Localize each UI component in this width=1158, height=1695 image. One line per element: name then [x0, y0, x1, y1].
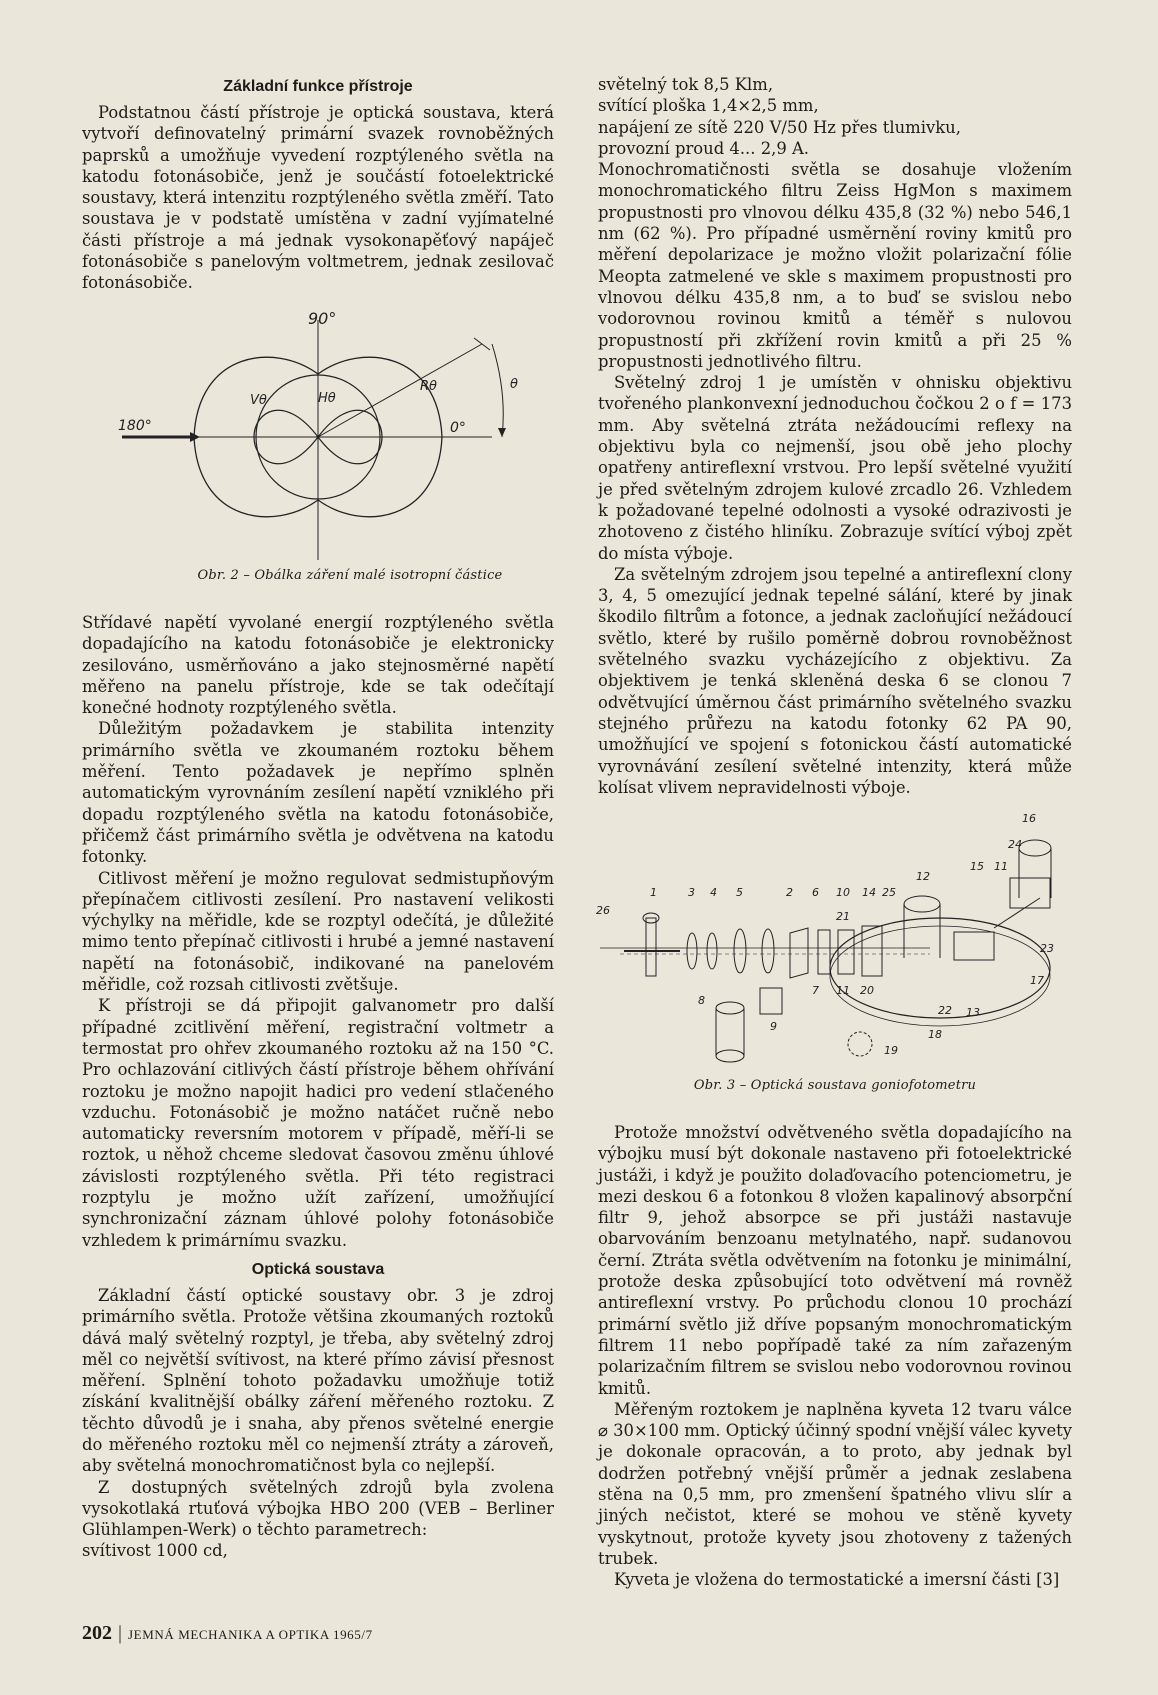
fig3-label: 5	[736, 886, 743, 899]
fig3-label: 13	[966, 1006, 980, 1019]
paragraph: K přístroji se dá připojit galvanometr pro další případné zcitlivění měření, registrační voltmetr a termostat pro ohřev zkoumaného roztoku až na 150 °C. Pro ochlazování citlivých částí přístroje během ohřívání roztoku je možno napojit hadici pro vedení stlačeného vzduchu. Fotonásobič je možno natáčet ručně nebo automaticky reversním motorem v případě, měří-li se roztok, u něhož chceme sledovat časovou změnu úhlové závislosti rozptýleného světla. Při této registraci rozptylu je možno užít zařízení, umožňující synchronizační záznam úhlové polohy fotonásobiče vzhledem k primárnímu svazku.	[82, 996, 554, 1250]
parameter-line: napájení ze sítě 220 V/50 Hz přes tlumivku,	[598, 117, 961, 137]
paragraph: Z dostupných světelných zdrojů byla zvolena vysokotlaká rtuťová výbojka HBO 200 (VEB – Berliner Glühlampen-Werk) o těchto parametrech:	[82, 1477, 554, 1540]
fig3-label: 25	[882, 886, 896, 899]
label-180: 180°	[118, 418, 152, 434]
section-heading-optics: Optická soustava	[251, 1260, 385, 1278]
page-number: 202	[82, 1622, 112, 1644]
paragraph: Světelný zdroj 1 je umístěn v ohnisku objektivu tvořeného plankonvexní jednoduchou čočkou 2 o f = 173 mm. Aby světelná ztráta nežádoucími reflexy na objektivu byla co nejmenší, jsou obě jeho plochy opatřeny antireflexní vrstvou. Pro lepší světelné využití je před světelným zdrojem kulové zrcadlo 26. Vzhledem k požadované tepelné odolnosti a vysoké odrazivosti je zhotoveno z čistého hliníku. Zobrazuje svítící výboj zpět do místa výboje.	[598, 373, 1072, 563]
paragraph: Měřeným roztokem je naplněna kyveta 12 tvaru válce ⌀ 30×100 mm. Optický účinný spodní vnější válec kyvety je dokonale opracován, a to proto, aby jednak byl dodržen potřebný vnější průměr a jednak zeslabena stěna na 0,5 mm, pro zmenšení špatného vlivu slír a jiných nečistot, které se mohou ve stěně kyvety vyskytnout, protože kyvety jsou zhotoveny z tažených trubek.	[598, 1399, 1072, 1568]
label-r-theta: Rθ	[420, 379, 437, 394]
fig3-label: 4	[710, 886, 717, 899]
paragraph: Podstatnou částí přístroje je optická soustava, která vytvoří definovatelný primární svazek rovnoběžných paprsků a umožňuje vyvedení rozptýleného světla na katodu fotonásobiče, jenž je součástí fotoelektrické soustavy, která intenzitu rozptýleného světla změří. Tato soustava je v podstatě umístěna v zadní vyjímatelné části přístroje a má jednak vysokonapěťový napáječ fotonásobiče s panelovým voltmetrem, jednak zesilovač fotonásobiče.	[82, 103, 554, 293]
paragraph: Citlivost měření je možno regulovat sedmistupňovým přepínačem citlivosti zesílení. Pro nastavení velikosti výchylky na měřidle, kde se rozptyl odečítá, je důležité mimo tento přepínač citlivosti i hrubé a jemné nastavení napětí na fotonásobič, indikované na panelovém měřidle, což rozsah citlivosti zvětšuje.	[82, 868, 554, 995]
figure-2-radiation-envelope	[82, 312, 554, 562]
right-column-lower	[598, 1122, 1072, 1591]
fig3-label: 11	[836, 984, 850, 997]
fig3-label: 8	[698, 994, 705, 1007]
paragraph: Kyveta je vložena do termostatické a imersní části [3]	[614, 1570, 1060, 1590]
fig3-label: 21	[836, 910, 850, 923]
fig3-label: 12	[916, 870, 930, 883]
label-h-theta: Hθ	[318, 391, 336, 406]
fig3-label: 1	[650, 886, 657, 899]
footer-separator: |	[118, 1622, 123, 1644]
right-column	[598, 74, 1072, 798]
fig3-label: 24	[1008, 838, 1022, 851]
paragraph: Základní částí optické soustavy obr. 3 je zdroj primárního světla. Protože většina zkoumaných roztoků dává malý světelný rozptyl, je třeba, aby světelný zdroj měl co největší svítivost, na které přímo závisí přesnost měření. Splnění tohoto požadavku umožňuje totiž získání kvalitnější obálky záření měřeného roztoku. Z těchto důvodů je i snaha, aby přenos světelné energie do měřeného roztoku měl co nejmenší ztráty a zároveň, aby světelná monochromatičnost byla co nejlepší.	[82, 1285, 554, 1476]
fig3-label: 18	[928, 1028, 942, 1041]
fig3-label: 26	[596, 904, 610, 917]
fig3-label: 6	[812, 886, 819, 899]
fig3-label: 17	[1030, 974, 1044, 987]
figure-3-caption: Obr. 3 – Optická soustava goniofotometru	[693, 1078, 977, 1093]
fig3-label: 22	[938, 1004, 952, 1017]
parameter-line: svítivost 1000 cd,	[82, 1541, 228, 1561]
journal-title: JEMNÁ MECHANIKA A OPTIKA 1965/7	[128, 1627, 373, 1642]
fig3-label: 2	[786, 886, 793, 899]
page-footer	[82, 1622, 373, 1645]
label-theta: θ	[510, 377, 518, 392]
paragraph: Protože množství odvětveného světla dopadajícího na výbojku musí být dokonale nastaveno při fotoelektrické justáži, i když je použito dolaďovacího potenciometru, je mezi deskou 6 a fotonkou 8 vložen kapalinový absorpční filtr 9, jehož absorpce se při justáži nastavuje obarvováním benzoanu metylnatého, např. sudanovou černí. Ztráta světla odvětvením na fotonku je minimální, protože deska způsobující toto odvětvení má rovněž antireflexní vrstvy. Po průchodu clonou 10 prochází primární světlo již dříve popsaným monochromatickým filtrem 11 nebo popřípadě také za ním zařazeným polarizačním filtrem se svislou nebo vodorovnou rovinou kmitů.	[598, 1123, 1072, 1398]
parameter-line: světelný tok 8,5 Klm,	[598, 75, 774, 94]
label-90: 90°	[308, 312, 337, 328]
fig3-label: 19	[884, 1044, 898, 1057]
left-column-lower	[82, 612, 554, 1562]
fig3-label: 11	[994, 860, 1008, 873]
paragraph: Za světelným zdrojem jsou tepelné a antireflexní clony 3, 4, 5 omezující jednak tepelné sálání, které by jinak škodilo filtrům a fotonce, a jednak zacloňující nežádoucí světlo, které by rušilo poměrně dobrou rovnoběžnost světelného svazku vycházejícího z objektivu. Za objektivem je tenká skleněná deska 6 se clonou 7 odvětvující úměrnou část primárního světelného svazku stejného průřezu na katodu fotonky 62 PA 90, umožňující ve spojení s fotonickou částí automatické vyrovnávání zesílení světelné intenzity, která může kolísat vlivem nepravidelnosti výboje.	[598, 564, 1072, 797]
fig3-label: 14	[862, 886, 876, 899]
fig3-label: 16	[1022, 812, 1036, 825]
left-column	[82, 74, 554, 294]
paragraph: Monochromatičnosti světla se dosahuje vložením monochromatického filtru Zeiss HgMon s maximem propustnosti pro vlnovou délku 435,8 (32 %) nebo 546,1 nm (62 %). Pro případné usměrnění roviny kmitů pro měření depolarizace je možno vložit polarizační fólie Meopta zatmelené ve skle s maximem propustnosti pro vlnovou délku 435,8 nm, a to buď se svislou nebo vodorovnou rovinou kmitů a téměř s nulovou propustností při zkřížení rovin kmitů a při 25 % propustnosti jednotlivého filtru.	[598, 160, 1072, 371]
fig3-label: 23	[1040, 942, 1054, 955]
label-0: 0°	[450, 420, 466, 436]
fig3-label: 7	[812, 984, 819, 997]
figure-2-caption: Obr. 2 – Obálka záření malé isotropní částice	[197, 568, 503, 583]
fig3-label: 9	[770, 1020, 777, 1033]
parameter-line: svítící ploška 1,4×2,5 mm,	[598, 96, 819, 116]
label-v-theta: Vθ	[250, 393, 267, 408]
fig3-label: 20	[860, 984, 874, 997]
parameter-line: provozní proud 4... 2,9 A.	[598, 138, 810, 158]
paragraph: Důležitým požadavkem je stabilita intenzity primárního světla ve zkoumaném roztoku během měření. Tento požadavek je nepřímo splněn automatickým vyrovnáním zesílení napětí vzniklého při dopadu rozptýleného světla na katodu fotonásobiče, přičemž část primárního světla je odvětvena na katodu fotonky.	[82, 719, 554, 867]
figure-3-optical-system	[590, 808, 1070, 1070]
fig3-label: 10	[836, 886, 850, 899]
paragraph: Střídavé napětí vyvolané energií rozptýleného světla dopadajícího na katodu fotonásobiče je elektronicky zesilováno, usměrňováno a jako stejnosměrné napětí měřeno na panelu přístroje, kde se tak odečítají konečné hodnoty rozptýleného světla.	[82, 613, 554, 718]
fig3-label: 15	[970, 860, 984, 873]
section-heading-basic-functions: Základní funkce přístroje	[223, 78, 413, 95]
fig3-label: 3	[688, 886, 695, 899]
